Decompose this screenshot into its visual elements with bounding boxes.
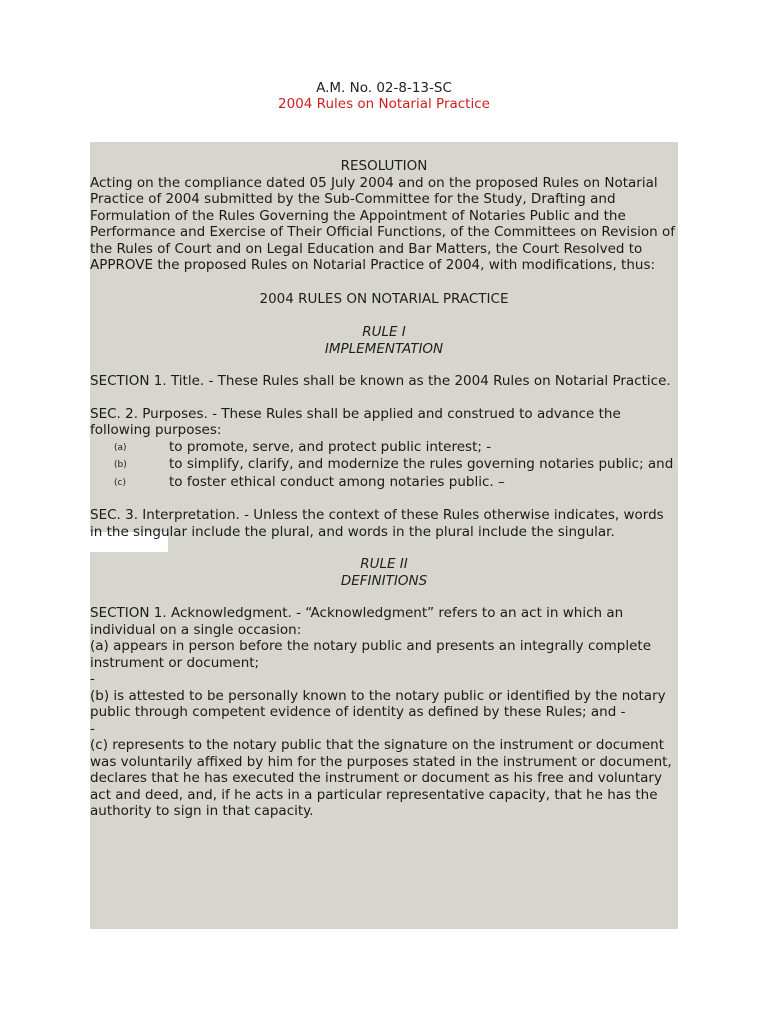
rule1-title: RULE I [362, 324, 406, 340]
document-title: 2004 Rules on Notarial Practice [278, 96, 490, 112]
rule2-subtitle: DEFINITIONS [340, 572, 428, 589]
rule2-title: RULE II [360, 556, 408, 572]
rule1-section1: SECTION 1. Title. - These Rules shall be known as the 2004 Rules on Notarial Practice. [90, 373, 671, 389]
panel-text [90, 158, 678, 820]
document-header [0, 80, 768, 112]
separator-dash: - [90, 671, 95, 687]
rule1-section2: SEC. 2. Purposes. - These Rules shall be applied and construed to advance the following purposes: [90, 405, 621, 438]
purpose-item [90, 456, 678, 474]
purpose-text: to promote, serve, and protect public interest; - [169, 438, 492, 455]
rule1-section3: SEC. 3. Interpretation. - Unless the context of these Rules otherwise indicates, words in the singular include the plural, and words in the plural include the singular. [90, 507, 664, 540]
rule1-subtitle: IMPLEMENTATION [324, 340, 444, 357]
purpose-item [90, 474, 678, 492]
rule2-section1: SECTION 1. Acknowledgment. - “Acknowledgment” refers to an act in which an individual on a single occasion: [90, 605, 624, 638]
rule2-item-a: (a) appears in person before the notary public and presents an integrally complete instrument or document; [90, 638, 652, 671]
content-panel [90, 142, 678, 929]
purpose-item [90, 439, 678, 457]
separator-dash: - [90, 720, 95, 737]
document-number: A.M. No. 02-8-13-SC [316, 80, 452, 96]
resolution-paragraph: Acting on the compliance dated 05 July 2004 and on the proposed Rules on Notarial Practice of 2004 submitted by the Sub-Committee for the Study, Drafting and Formulation of the Rules Governing the Appointment of Notaries Public and the Performance and Exercise of Their Official Functions, of the Committees on Revision of the Rules of Court and on Legal Education and Bar Matters, the Court Resolved to APPROVE the proposed Rules on Notarial Practice of 2004, with modifications, thus: [90, 174, 676, 273]
purpose-text: to foster ethical conduct among notaries public. – [169, 473, 505, 490]
purpose-letter: (a) [114, 442, 127, 453]
purpose-text: to simplify, clarify, and modernize the rules governing notaries public; and [169, 456, 674, 472]
rule2-item-b: (b) is attested to be personally known to the notary public or identified by the notary public through competent evidence of identity as defined by these Rules; and - [90, 687, 666, 720]
rules-heading: 2004 RULES ON NOTARIAL PRACTICE [259, 290, 509, 307]
purpose-letter: (c) [114, 477, 126, 488]
purpose-letter: (b) [114, 460, 127, 470]
resolution-heading: RESOLUTION [340, 158, 428, 174]
rule2-item-c: (c) represents to the notary public that the signature on the instrument or document was voluntarily affixed by him for the purposes stated in the instrument or document, declares that he has executed the instrument or document as his free and voluntary act and deed, and, if he acts in a particular representative capacity, that he has the authority to sign in that capacity. [90, 737, 672, 819]
